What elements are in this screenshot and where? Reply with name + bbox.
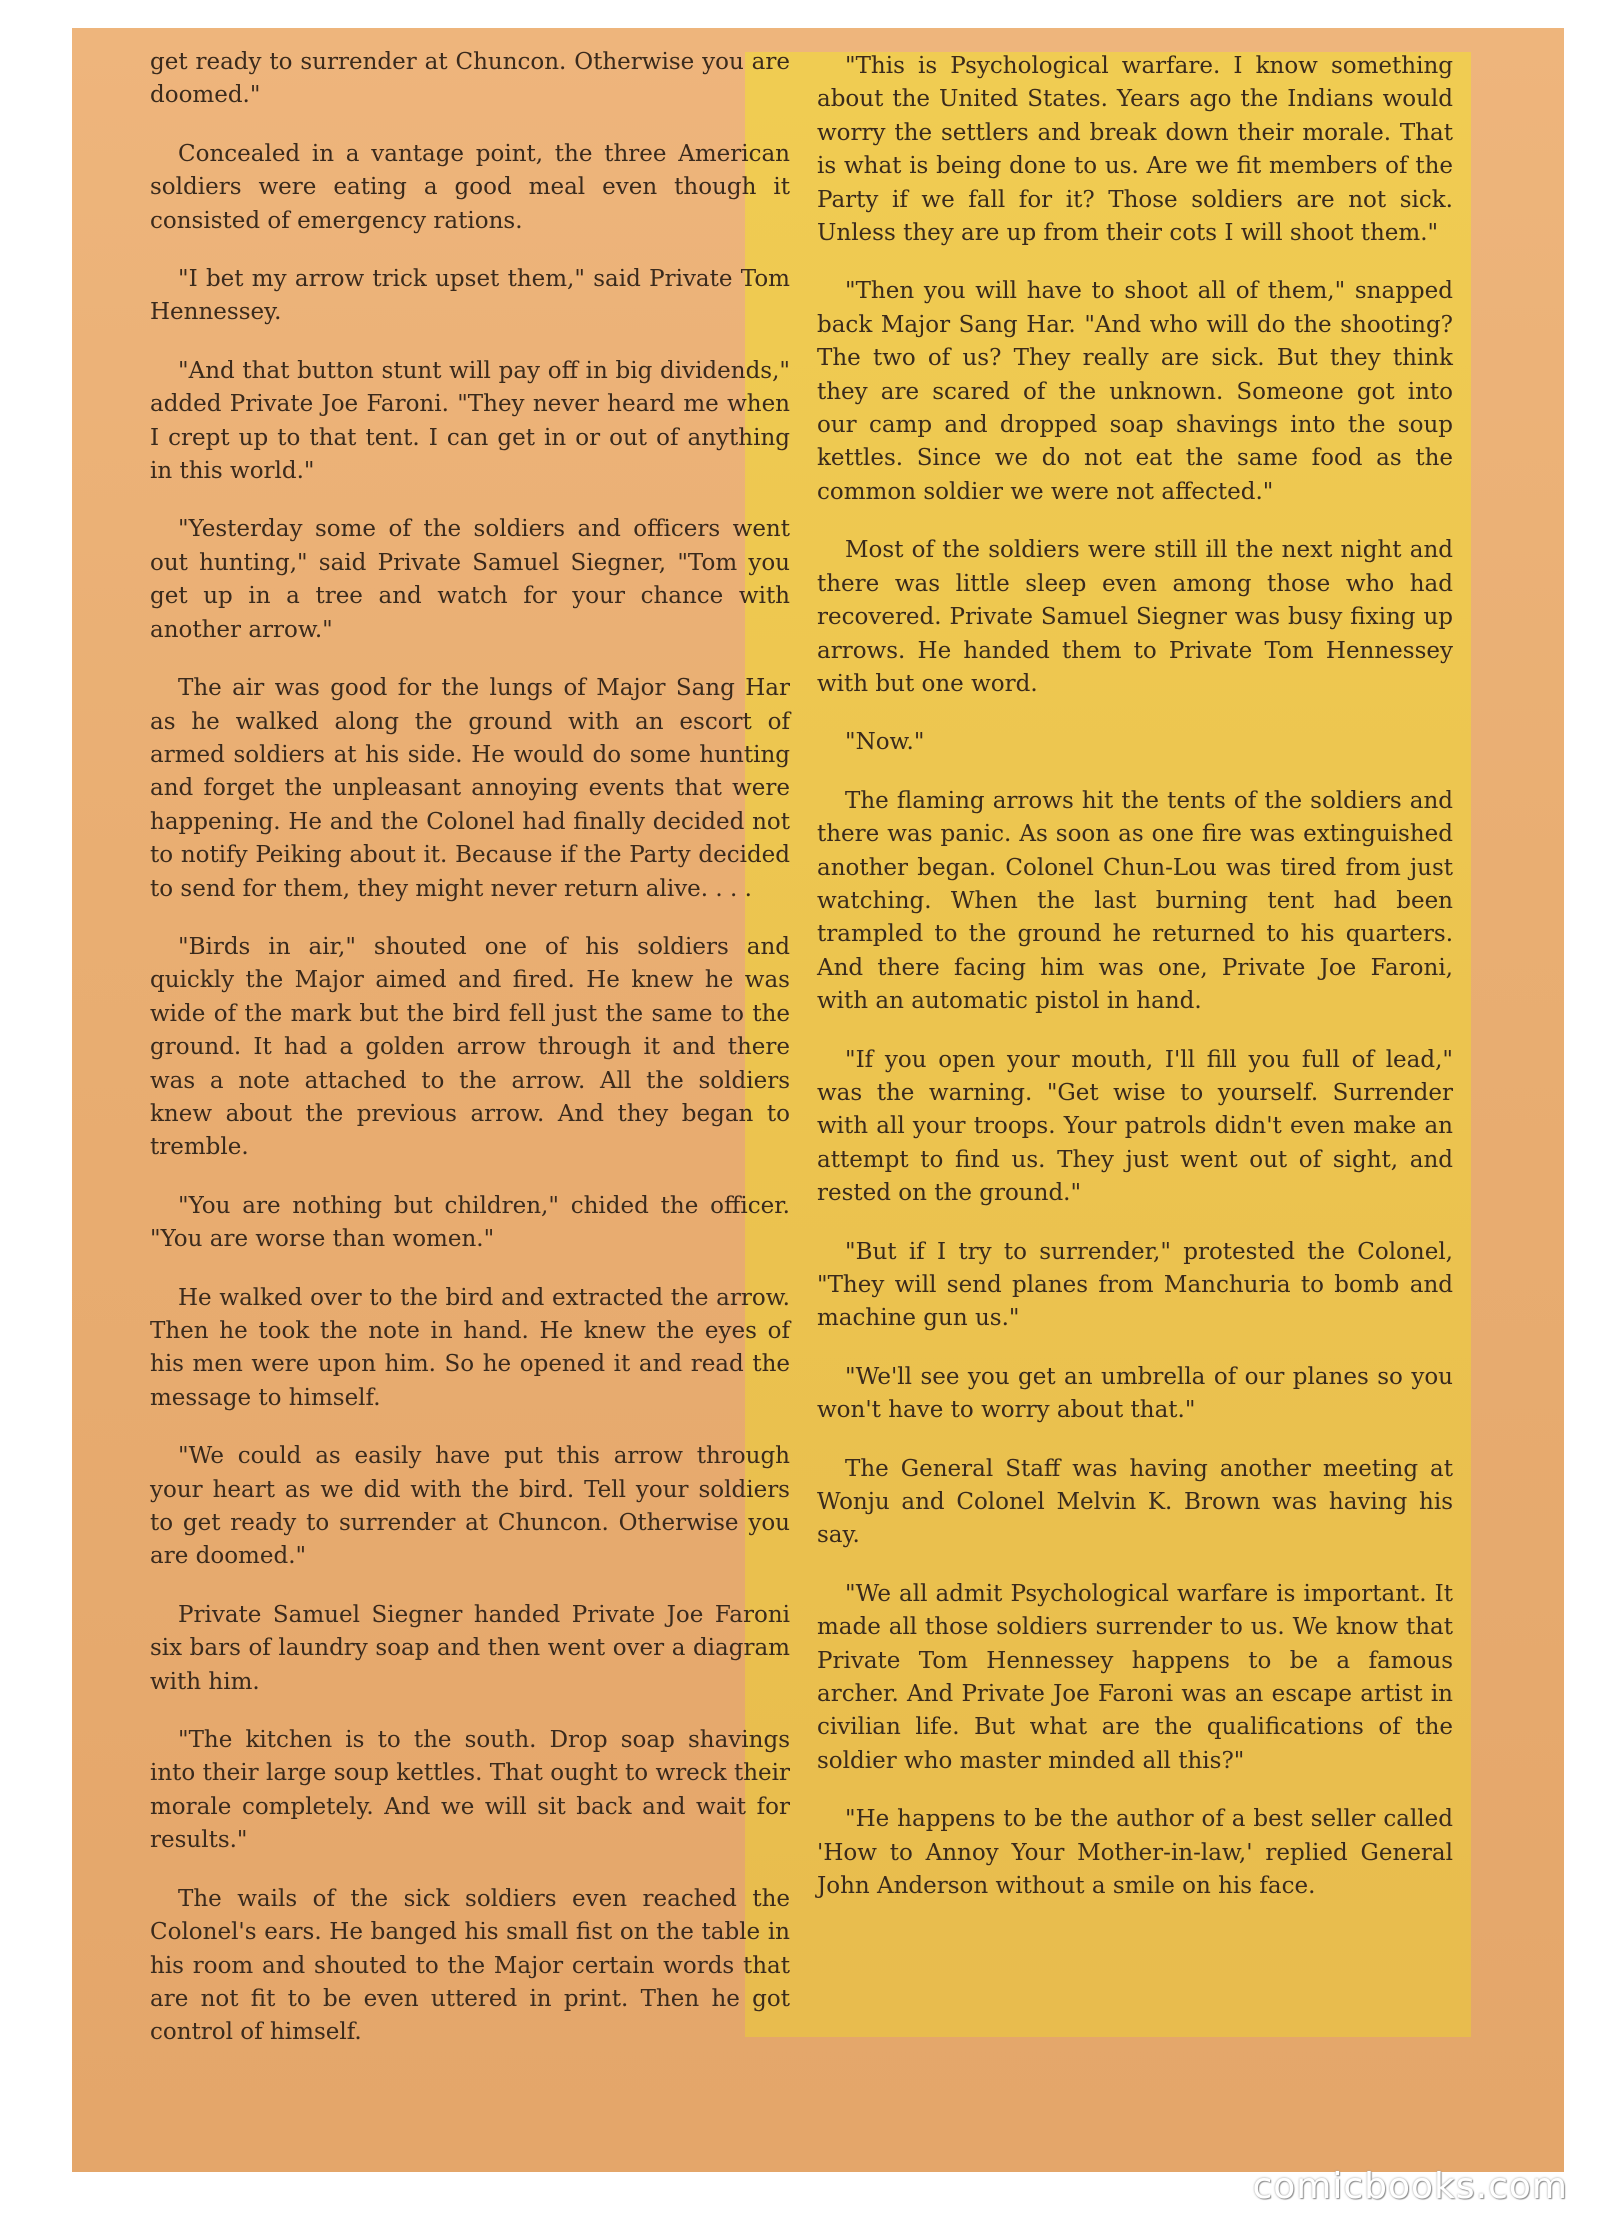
paragraph: "Then you will have to shoot all of them," snapped back Major Sang Har. "And who will do the shooting? The two of us? They really are sick. But they think they are scared of the unknown. Someone got into our camp and dropped soap shavings into the soup kettles. Since we do not eat the same food as the common soldier we were not affected."	[817, 278, 1453, 505]
left-text-column	[150, 46, 790, 2075]
paragraph: "And that button stunt will pay off in big dividends," added Private Joe Faroni. "They never heard me when I crept up to that tent. I can get in or out of anything in this world."	[150, 357, 790, 485]
paragraph: Private Samuel Siegner handed Private Joe Faroni six bars of laundry soap and then went over a diagram with him.	[150, 1601, 790, 1695]
paragraph: "But if I try to surrender," protested the Colonel, "They will send planes from Manchuria to bomb and machine gun us."	[817, 1238, 1453, 1332]
paragraph: The General Staff was having another meeting at Wonju and Colonel Melvin K. Brown was having his say.	[817, 1455, 1453, 1549]
paragraph: "If you open your mouth, I'll fill you full of lead," was the warning. "Get wise to yourself. Surrender with all your troops. Your patrols didn't even make an attempt to find us. They just went out of sight, and rested on the ground."	[817, 1046, 1453, 1207]
paragraph: "This is Psychological warfare. I know something about the United States. Years ago the Indians would worry the settlers and break down their morale. That is what is being done to us. Are we fit members of the Party if we fall for it? Those soldiers are not sick. Unless they are up from their cots I will shoot them."	[817, 53, 1453, 247]
paragraph: He walked over to the bird and extracted the arrow. Then he took the note in hand. He knew the eyes of his men were upon him. So he opened it and read the message to himself.	[150, 1284, 790, 1411]
paragraph: "We could as easily have put this arrow through your heart as we did with the bird. Tell your soldiers to get ready to surrender at Chuncon. Otherwise you are doomed."	[150, 1443, 790, 1570]
paragraph: The air was good for the lungs of Major Sang Har as he walked along the ground with an escort of armed soldiers at his side. He would do some hunting and forget the unpleasant annoying events that were happening. He and the Colonel had finally decided not to notify Peiking about it. Because if the Party decided to send for them, they might never return alive. . . .	[150, 675, 790, 902]
paragraph: "He happens to be the author of a best seller called 'How to Annoy Your Mother-in-law,' replied General John Anderson without a smile on his face.	[817, 1806, 1453, 1900]
paragraph: "I bet my arrow trick upset them," said Private Tom Hennessey.	[150, 266, 790, 326]
paragraph: Concealed in a vantage point, the three American soldiers were eating a good meal even though it consisted of emergency rations.	[150, 140, 790, 234]
paragraph: "Yesterday some of the soldiers and officers went out hunting," said Private Samuel Siegner, "Tom you get up in a tree and watch for your chance with another arrow."	[150, 516, 790, 643]
paragraph: The wails of the sick soldiers even reached the Colonel's ears. He banged his small fist on the table in his room and shouted to the Major certain words that are not fit to be even uttered in print. Then he got control of himself.	[150, 1885, 790, 2046]
paragraph: "We all admit Psychological warfare is important. It made all those soldiers surrender to us. We know that Private Tom Hennessey happens to be a famous archer. And Private Joe Faroni was an escape artist in civilian life. But what are the qualifications of the soldier who master minded all this?"	[817, 1580, 1453, 1774]
paragraph: "You are nothing but children," chided the officer. "You are worse than women."	[150, 1192, 790, 1253]
paragraph: Most of the soldiers were still ill the next night and there was little sleep even among those who had recovered. Private Samuel Siegner was busy fixing up arrows. He handed them to Private Tom Hennessey with but one word.	[817, 537, 1453, 697]
paragraph: "We'll see you get an umbrella of our planes so you won't have to worry about that."	[817, 1363, 1453, 1424]
paragraph: The flaming arrows hit the tents of the soldiers and there was panic. As soon as one fire was extinguished another began. Colonel Chun-Lou was tired from just watching. When the last burning tent had been trampled to the ground he returned to his quarters. And there facing him was one, Private Joe Faroni, with an automatic pistol in hand.	[817, 787, 1453, 1015]
right-text-column	[817, 50, 1453, 1929]
paragraph: "Now."	[845, 729, 925, 756]
site-watermark: comicbooks.com	[1252, 2166, 1568, 2207]
paragraph: "The kitchen is to the south. Drop soap shavings into their large soup kettles. That ought to wreck their morale completely. And we will sit back and wait for results."	[150, 1727, 790, 1854]
paragraph: "Birds in air," shouted one of his soldiers and quickly the Major aimed and fired. He knew he was wide of the mark but the bird fell just the same to the ground. It had a golden arrow through it and there was a note attached to the arrow. All the soldiers knew about the previous arrow. And they began to tremble.	[150, 933, 790, 1161]
paragraph: get ready to surrender at Chuncon. Otherwise you are doomed."	[150, 49, 790, 109]
